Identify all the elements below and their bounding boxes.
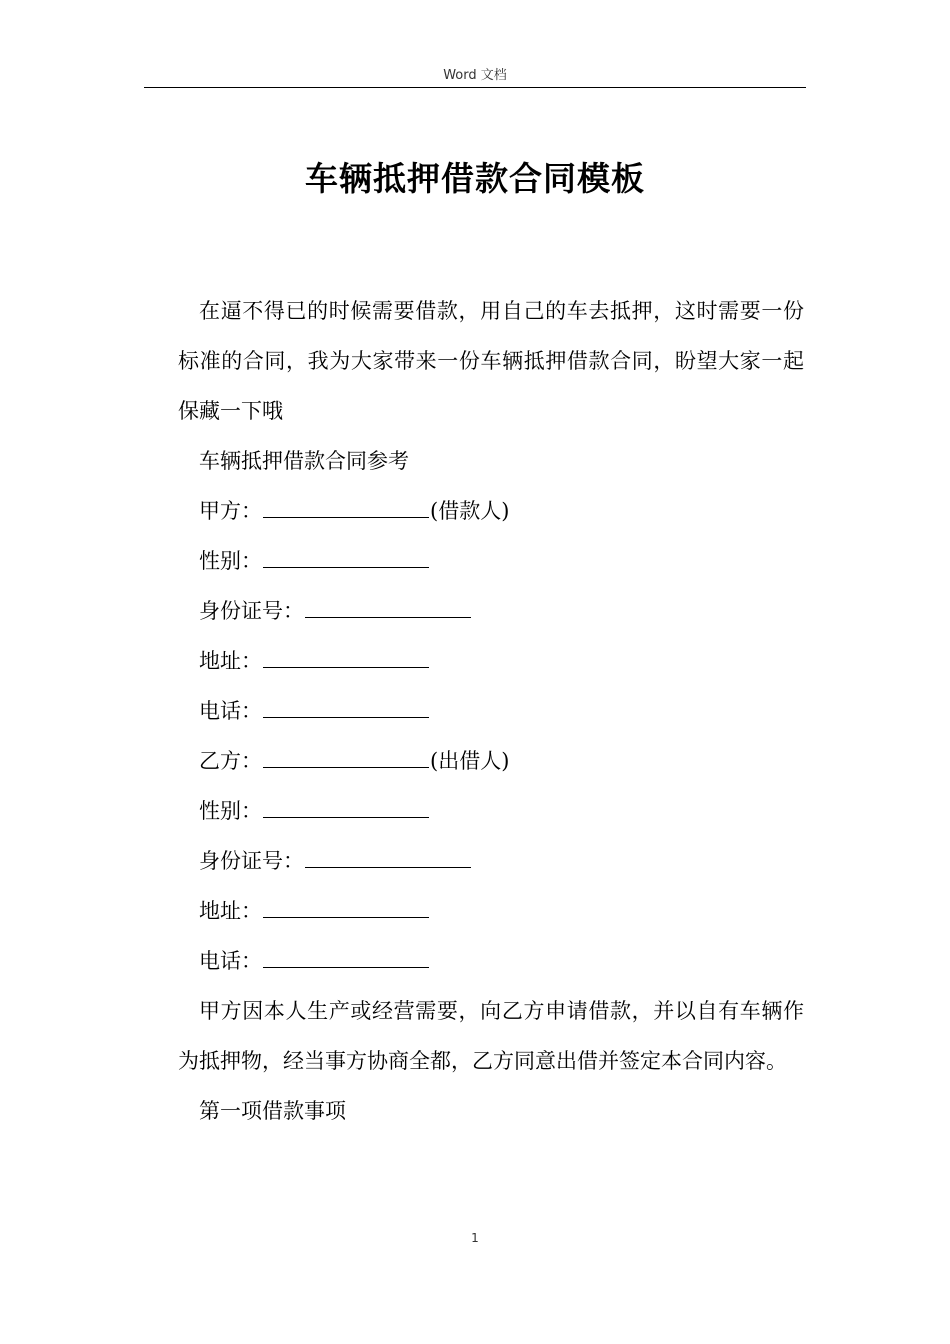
party-b-gender-label: 性别： bbox=[199, 799, 262, 823]
header-divider bbox=[144, 87, 806, 88]
party-a-address-blank bbox=[263, 649, 429, 668]
party-a-address-label: 地址： bbox=[199, 649, 262, 673]
party-b-address-blank bbox=[263, 899, 429, 918]
party-a-gender-blank bbox=[263, 549, 429, 568]
party-b-id-line bbox=[178, 836, 804, 886]
agreement-paragraph: 甲方因本人生产或经营需要，向乙方申请借款，并以自有车辆作为抵押物，经当事方协商全都，乙方同意出借并签定本合同内容。 bbox=[178, 999, 804, 1073]
party-a-phone-label: 电话： bbox=[199, 699, 262, 723]
party-b-name-label: 乙方： bbox=[199, 749, 262, 773]
party-b-name-line bbox=[178, 736, 804, 786]
party-a-id-blank bbox=[305, 599, 471, 618]
party-a-phone-line bbox=[178, 686, 804, 736]
document-title: 车辆抵押借款合同模板 bbox=[305, 159, 645, 198]
party-a-gender-line bbox=[178, 536, 804, 586]
party-a-gender-label: 性别： bbox=[199, 549, 262, 573]
party-b-gender-blank bbox=[263, 799, 429, 818]
party-b-id-blank bbox=[305, 849, 471, 868]
party-b-name-suffix: (出借人) bbox=[430, 749, 510, 773]
party-b-gender-line bbox=[178, 786, 804, 836]
party-b-address-line bbox=[178, 886, 804, 936]
party-a-name-blank bbox=[263, 499, 429, 518]
party-a-name-suffix: (借款人) bbox=[430, 499, 510, 523]
party-b-address-label: 地址： bbox=[199, 899, 262, 923]
section-one-heading: 第一项借款事项 bbox=[199, 1099, 346, 1123]
party-a-address-line bbox=[178, 636, 804, 686]
party-a-phone-blank bbox=[263, 699, 429, 718]
page-header: Word 文档 bbox=[443, 68, 507, 83]
document-body bbox=[178, 286, 804, 1136]
party-b-phone-line bbox=[178, 936, 804, 986]
party-a-id-line bbox=[178, 586, 804, 636]
party-b-phone-label: 电话： bbox=[199, 949, 262, 973]
page-number: 1 bbox=[471, 1231, 479, 1245]
party-b-name-blank bbox=[263, 749, 429, 768]
reference-heading: 车辆抵押借款合同参考 bbox=[199, 449, 409, 473]
party-b-id-label: 身份证号： bbox=[199, 849, 304, 873]
party-a-id-label: 身份证号： bbox=[199, 599, 304, 623]
party-b-phone-blank bbox=[263, 949, 429, 968]
party-a-name-label: 甲方： bbox=[199, 499, 262, 523]
party-a-name-line bbox=[178, 486, 804, 536]
intro-paragraph: 在逼不得已的时候需要借款，用自己的车去抵押，这时需要一份标准的合同，我为大家带来一份车辆抵押借款合同，盼望大家一起保藏一下哦 bbox=[178, 299, 804, 423]
